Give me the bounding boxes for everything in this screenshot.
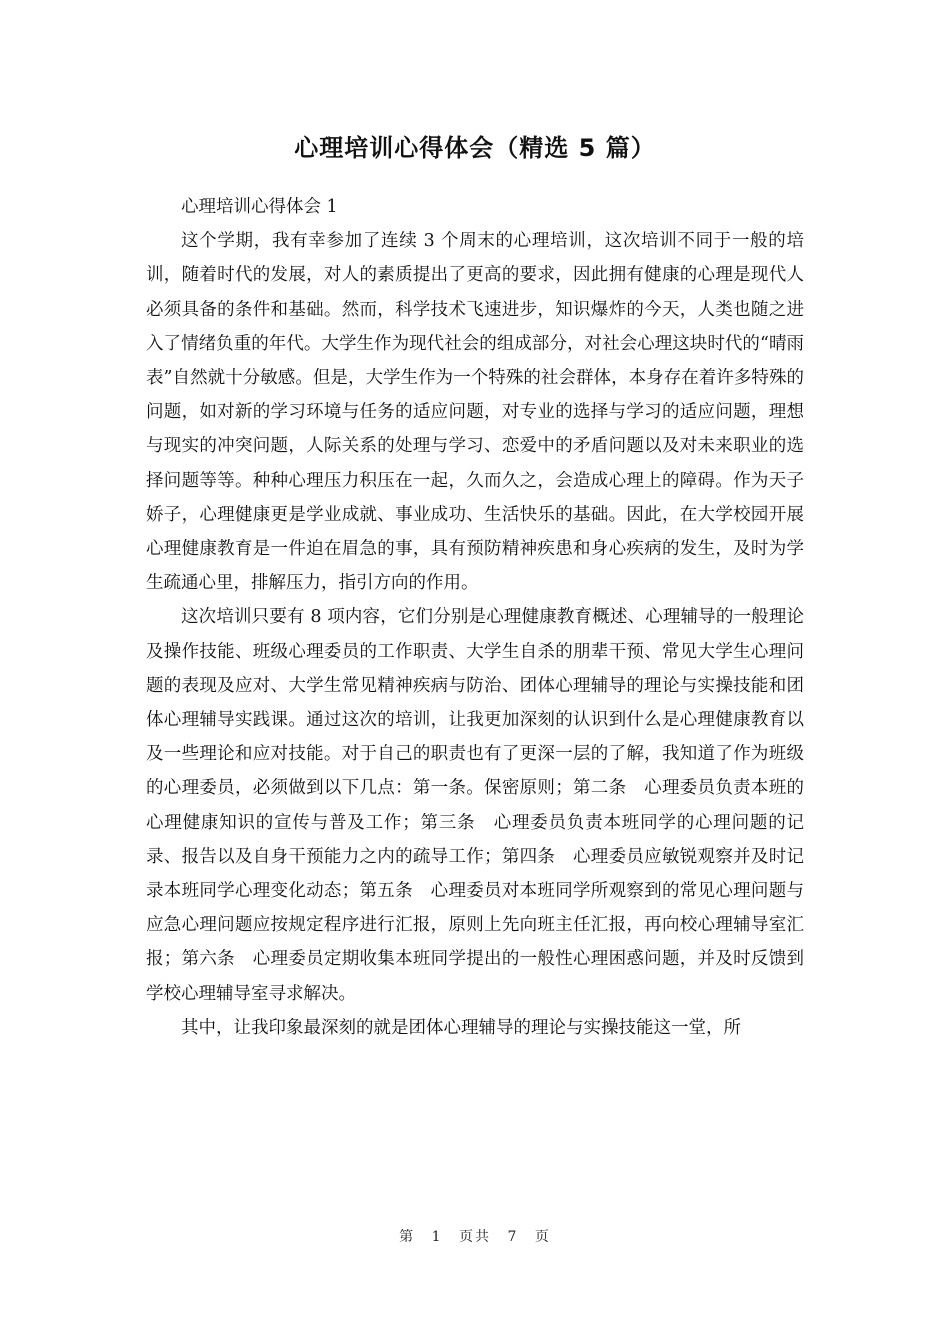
page-footer	[0, 1226, 950, 1246]
document-body	[146, 190, 804, 1045]
footer-suffix: 页	[534, 1229, 551, 1245]
footer-prefix: 第	[399, 1229, 416, 1245]
body-paragraph: 其中，让我印象最深刻的就是团体心理辅导的理论与实操技能这一堂，所	[181, 1017, 741, 1038]
page-number: 1	[431, 1229, 443, 1245]
document-title: 心理培训心得体会（精选 5 篇）	[294, 134, 656, 162]
footer-middle: 页共	[459, 1229, 491, 1245]
body-paragraph: 这个学期，我有幸参加了连续 3 个周末的心理培训，这次培训不同于一般的培训，随着时代的发展，对人的素质提出了更高的要求，因此拥有健康的心理是现代人必须具备的条件和基础。然而，科学技术飞速进步，知识爆炸的今天，人类也随之进入了情绪负重的年代。大学生作为现代社会的组成部分，对社会心理这块时代的“晴雨表”自然就十分敏感。但是，大学生作为一个特殊的社会群体，本身存在着许多特殊的问题，如对新的学习环境与任务的适应问题，对专业的选择与学习的适应问题，理想与现实的冲突问题，人际关系的处理与学习、恋爱中的矛盾问题以及对未来职业的选择问题等等。种种心理压力积压在一起，久而久之，会造成心理上的障碍。作为天子娇子，心理健康更是学业成就、事业成功、生活快乐的基础。因此，在大学校园开展心理健康教育是一件迫在眉急的事，具有预防精神疾患和身心疾病的发生，及时为学生疏通心里，排解压力，指引方向的作用。	[146, 231, 804, 594]
page-total: 7	[507, 1229, 519, 1245]
body-paragraph: 这次培训只要有 8 项内容，它们分别是心理健康教育概述、心理辅导的一般理论及操作技能、班级心理委员的工作职责、大学生自杀的朋辈干预、常见大学生心理问题的表现及应对、大学生常见精神疾病与防治、团体心理辅导的理论与实操技能和团体心理辅导实践课。通过这次的培训，让我更加深刻的认识到什么是心理健康教育以及一些理论和应对技能。对于自己的职责也有了更深一层的了解，我知道了作为班级的心理委员，必须做到以下几点：第一条。保密原则；第二条 心理委员负责本班的心理健康知识的宣传与普及工作；第三条 心理委员负责本班同学的心理问题的记录、报告以及自身干预能力之内的疏导工作；第四条 心理委员应敏锐观察并及时记录本班同学心理变化动态；第五条 心理委员对本班同学所观察到的常见心理问题与应急心理问题应按规定程序进行汇报，原则上先向班主任汇报，再向校心理辅导室汇报；第六条 心理委员定期收集本班同学提出的一般性心理困惑问题，并及时反馈到学校心理辅导室寻求解决。	[146, 607, 804, 1004]
section-heading: 心理培训心得体会 1	[181, 197, 338, 217]
